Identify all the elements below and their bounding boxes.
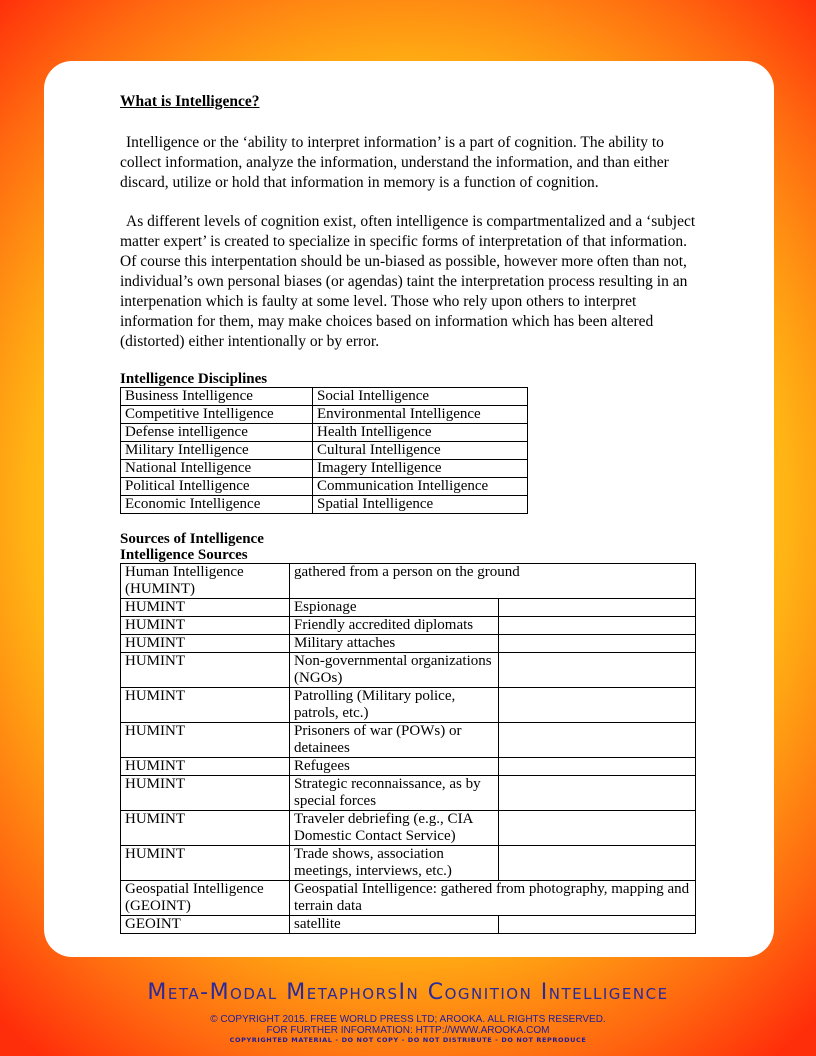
source-description-cell: Strategic reconnaissance, as by special forces: [290, 776, 499, 811]
source-row: [121, 811, 696, 846]
paragraph-2: As different levels of cognition exist, often intelligence is compartmentalized and a ‘subject matter expert’ is created to specialize in specific forms of interpretation of that information. Of course this interpentation should be un-biased as possible, however more often than not, individual’s own personal biases (or agendas) taint the interpretation process resulting in an interpenation which is faulty at some level. Those who rely upon others to interpret information for them, may make choices based on information which has been altered (distorted) either intentionally or by error.: [120, 213, 696, 350]
source-description-cell: Trade shows, association meetings, interviews, etc.): [290, 846, 499, 881]
source-row: [121, 635, 696, 653]
discipline-cell: Business Intelligence: [121, 388, 313, 406]
source-description-cell: Geospatial Intelligence: gathered from photography, mapping and terrain data: [290, 881, 696, 916]
source-notes-cell: [499, 599, 696, 617]
source-row: [121, 564, 696, 599]
footer-warning: COPYRIGHTED MATERIAL - DO NOT COPY - DO NOT DISTRIBUTE - DO NOT REPRODUCE: [229, 1036, 587, 1044]
source-row: [121, 758, 696, 776]
source-description-cell: Refugees: [290, 758, 499, 776]
paragraph-1: Intelligence or the ‘ability to interpret information’ is a part of cognition. The ability to collect information, analyze the information, understand the information, and than either discard, utilize or hold that information in memory is a function of cognition.: [120, 134, 669, 191]
source-type-cell: HUMINT: [121, 635, 290, 653]
source-notes-cell: [499, 653, 696, 688]
source-type-cell: GEOINT: [121, 916, 290, 934]
discipline-cell: Social Intelligence: [313, 388, 528, 406]
discipline-cell: Environmental Intelligence: [313, 406, 528, 424]
source-description-cell: Prisoners of war (POWs) or detainees: [290, 723, 499, 758]
footer-copyright: [0, 1014, 816, 1036]
info-line: FOR FURTHER INFORMATION: HTTP://WWW.AROOKA.COM: [266, 1025, 550, 1036]
source-row: [121, 916, 696, 934]
sources-heading: Sources of Intelligence: [120, 531, 264, 547]
discipline-row: [121, 406, 528, 424]
source-notes-cell: [499, 617, 696, 635]
source-notes-cell: [499, 758, 696, 776]
source-notes-cell: [499, 723, 696, 758]
discipline-cell: Military Intelligence: [121, 442, 313, 460]
source-type-cell: HUMINT: [121, 599, 290, 617]
sources-subheading: Intelligence Sources: [120, 547, 248, 563]
discipline-cell: Political Intelligence: [121, 478, 313, 496]
source-type-cell: HUMINT: [121, 688, 290, 723]
source-row: [121, 653, 696, 688]
source-type-cell: Human Intelligence (HUMINT): [121, 564, 290, 599]
source-row: [121, 776, 696, 811]
discipline-cell: Cultural Intelligence: [313, 442, 528, 460]
discipline-cell: Competitive Intelligence: [121, 406, 313, 424]
document-title: What is Intelligence?: [120, 93, 260, 110]
source-type-cell: HUMINT: [121, 846, 290, 881]
source-type-cell: HUMINT: [121, 758, 290, 776]
discipline-cell: Health Intelligence: [313, 424, 528, 442]
source-description-cell: Patrolling (Military police, patrols, etc.): [290, 688, 499, 723]
source-type-cell: HUMINT: [121, 776, 290, 811]
discipline-cell: Communication Intelligence: [313, 478, 528, 496]
source-row: [121, 881, 696, 916]
discipline-row: [121, 496, 528, 514]
discipline-row: [121, 424, 528, 442]
source-notes-cell: [499, 776, 696, 811]
discipline-row: [121, 460, 528, 478]
source-row: [121, 688, 696, 723]
source-type-cell: HUMINT: [121, 723, 290, 758]
source-row: [121, 617, 696, 635]
discipline-row: [121, 442, 528, 460]
source-type-cell: HUMINT: [121, 617, 290, 635]
source-notes-cell: [499, 635, 696, 653]
discipline-cell: Spatial Intelligence: [313, 496, 528, 514]
source-description-cell: satellite: [290, 916, 499, 934]
source-description-cell: gathered from a person on the ground: [290, 564, 696, 599]
source-notes-cell: [499, 846, 696, 881]
discipline-cell: Economic Intelligence: [121, 496, 313, 514]
discipline-row: [121, 388, 528, 406]
source-description-cell: Traveler debriefing (e.g., CIA Domestic Contact Service): [290, 811, 499, 846]
source-type-cell: HUMINT: [121, 811, 290, 846]
source-notes-cell: [499, 811, 696, 846]
document-page: [44, 61, 774, 957]
source-row: [121, 599, 696, 617]
source-description-cell: Non-governmental organizations (NGOs): [290, 653, 499, 688]
source-row: [121, 846, 696, 881]
disciplines-table: [120, 387, 528, 514]
discipline-row: [121, 478, 528, 496]
discipline-cell: National Intelligence: [121, 460, 313, 478]
source-notes-cell: [499, 688, 696, 723]
source-description-cell: Military attaches: [290, 635, 499, 653]
disciplines-heading: Intelligence Disciplines: [120, 371, 268, 387]
source-type-cell: HUMINT: [121, 653, 290, 688]
discipline-cell: Imagery Intelligence: [313, 460, 528, 478]
document-content: [120, 93, 700, 934]
copyright-line: © COPYRIGHT 2015. FREE WORLD PRESS LTD; AROOKA. ALL RIGHTS RESERVED.: [210, 1014, 606, 1025]
source-type-cell: Geospatial Intelligence (GEOINT): [121, 881, 290, 916]
source-description-cell: Friendly accredited diplomats: [290, 617, 499, 635]
source-row: [121, 723, 696, 758]
discipline-cell: Defense intelligence: [121, 424, 313, 442]
footer-title: Meta-Modal MetaphorsIn Cognition Intelligence: [147, 980, 669, 1005]
source-notes-cell: [499, 916, 696, 934]
source-description-cell: Espionage: [290, 599, 499, 617]
sources-table: [120, 563, 696, 934]
